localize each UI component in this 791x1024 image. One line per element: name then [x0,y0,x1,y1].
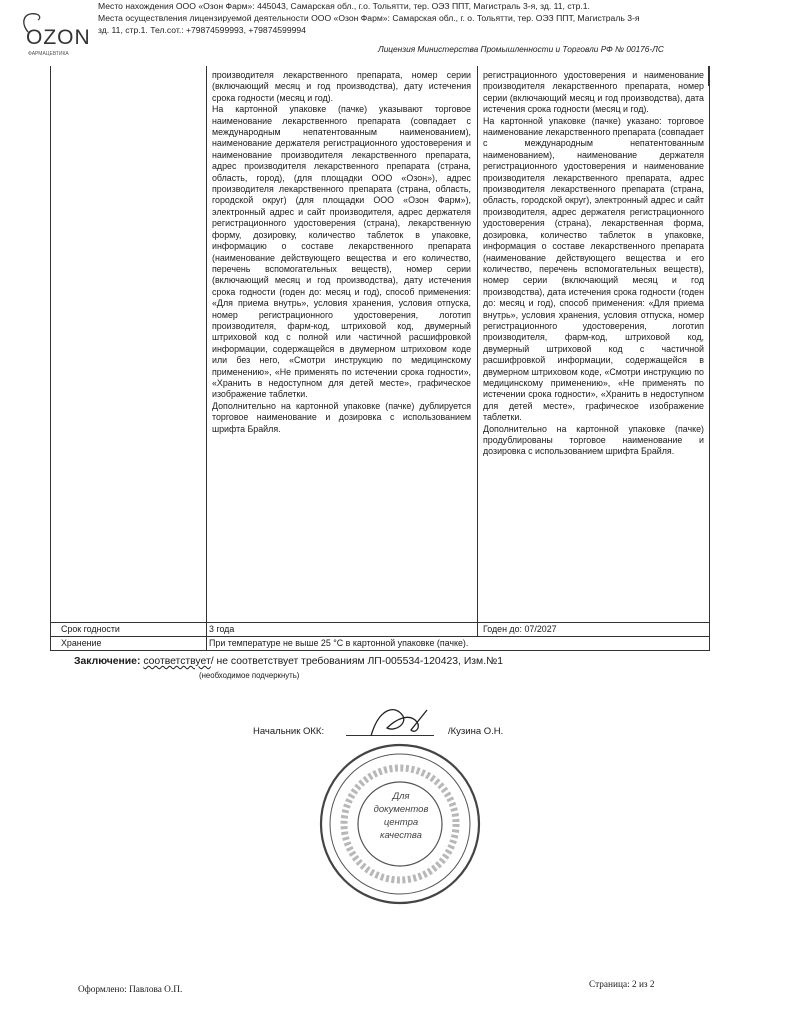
shelf-life-value: 3 года [209,624,235,634]
shelf-life-actual: Годен до: 07/2027 [483,624,557,634]
requirements-cell [212,70,471,435]
conclusion-note: (необходимое подчеркнуть) [199,671,300,680]
requirements-paragraph: На картонной упаковке (пачке) указывают торговое наименование лекарственного препарата (совпадает с международным непатентованным наименованием), наименование держателя регистрационного удостоверения и наименование производителя лекарственного препарата, адрес производителя лекарственного препарата (страна, область, город), (для площадки ООО «Озон»), адрес производителя лекарственного препарата (страна, область, городской округ) (для площадки ООО «Озон Фарм»), электронный адрес и сайт производителя, адрес держателя регистрационного удостоверения (страна), лекарственную форму, дозировку, количество таблеток в упаковке, информацию о составе лекарственного препарата (наименование действующего вещества и его количество, перечень вспомогательных веществ), номер серии (включающий месяц и год производства), дату истечения срока годности (годен до: месяц и год), способ применения: «Для приема внутрь», условия хранения, условия отпуска, номер регистрационного удостоверения, логотип производителя, фарм-код, штриховой код, двумерный штриховой код с полной или частичной расшифровкой информации, содержащейся в двумерном штриховом коде или без него, «Смотри инструкцию по медицинскому применению», «Не применять по истечении срока годности», «Хранить в недоступном для детей месте», графическое изображение таблетки. [212,104,471,400]
results-paragraph: Дополнительно на картонной упаковке (пачке) продублированы торговое наименование и дозировка с использованием шрифта Брайля. [483,423,704,457]
company-logo [14,10,94,64]
stamp-text: Для документов центра качества [373,791,429,841]
signature-icon [365,702,435,742]
header-activity-line: Места осуществления лицензируемой деятельности ООО «Озон Фарм»: Самарская обл., г. о. Тольятти, тер. ОЭЗ ППТ, Магистраль 3-я [98,13,640,23]
results-paragraph: На картонной упаковке (пачке) указано: торговое наименование лекарственного препарата (совпадает с международным непатентованным наименованием), наименование держателя регистрационного удостоверения и наименование производителя лекарственного препарата, адрес производителя лекарственного препарата (страна, область, городской округ), электронный адрес и сайт производителя, адрес держателя регистрационного удостоверения (страна), лекарственная форма, дозировка, количество таблеток в упаковке, информация о составе лекарственного препарата (наименование действующего вещества и его количество, перечень вспомогательных веществ), номер серии (включающий месяц и год производства), дата истечения срока годности (годен до: месяц и год), способ применения: «Для приема внутрь», условия хранения, условия отпуска, номер регистрационного удостоверения, логотип производителя, фарм-код, штриховой код, двумерный штриховой код с частичной расшифровкой информации, содержащейся в двумерном штриховом коде, «Смотри инструкцию по медицинскому применению», «Не применять по истечении срока годности», «Хранить в недоступном для детей месте», графическое изображение таблетки. [483,115,704,423]
results-cell [483,70,704,458]
quality-stamp [318,742,483,907]
requirements-paragraph: Дополнительно на картонной упаковке (пачке) дублируется торговое наименование и дозировка с использованием шрифта Брайля. [212,400,471,434]
conclusion-match: соответствует [143,656,211,667]
license-line: Лицензия Министерства Промышленности и Торговли РФ № 00176-ЛС [378,44,664,54]
prepared-by: Оформлено: Павлова О.П. [78,985,183,995]
header-address-line: Место нахождения ООО «Озон Фарм»: 445043, Самарская обл., г.о. Тольятти, тер. ОЭЗ ППТ, Магистраль 3-я, зд. 11, стр.1. [98,1,590,11]
conclusion-label: Заключение: [74,656,141,667]
storage-label: Хранение [61,638,102,648]
requirements-paragraph: производителя лекарственного препарата, номер серии (включающий месяц и год производства), дату истечения срока годности (месяц и год). [212,70,471,103]
logo-subtitle: ФАРМАЦЕВТИКА [28,51,69,57]
storage-value: При температуре не выше 25 °С в картонной упаковке (пачке). [209,638,469,648]
conclusion-rest: / не соответствует требованиям ЛП-005534-120423, Изм.№1 [210,656,504,667]
shelf-life-label: Срок годности [61,624,120,634]
page-number: Страница: 2 из 2 [589,980,655,990]
signer-name: /Кузина О.Н. [448,726,504,737]
results-paragraph: регистрационного удостоверения и наименование производителя лекарственного препарата, номер серии (включающий месяц и год производства), дата истечения срока годности (месяц и год). [483,70,704,115]
logo-text: OZON [26,26,91,49]
signer-role: Начальник ОКК: [253,726,325,737]
spec-table [50,66,710,651]
header-phone-line: зд. 11, стр.1. Тел.сот.: +79874599993, +79874599994 [98,25,306,35]
conclusion-line [74,656,503,667]
